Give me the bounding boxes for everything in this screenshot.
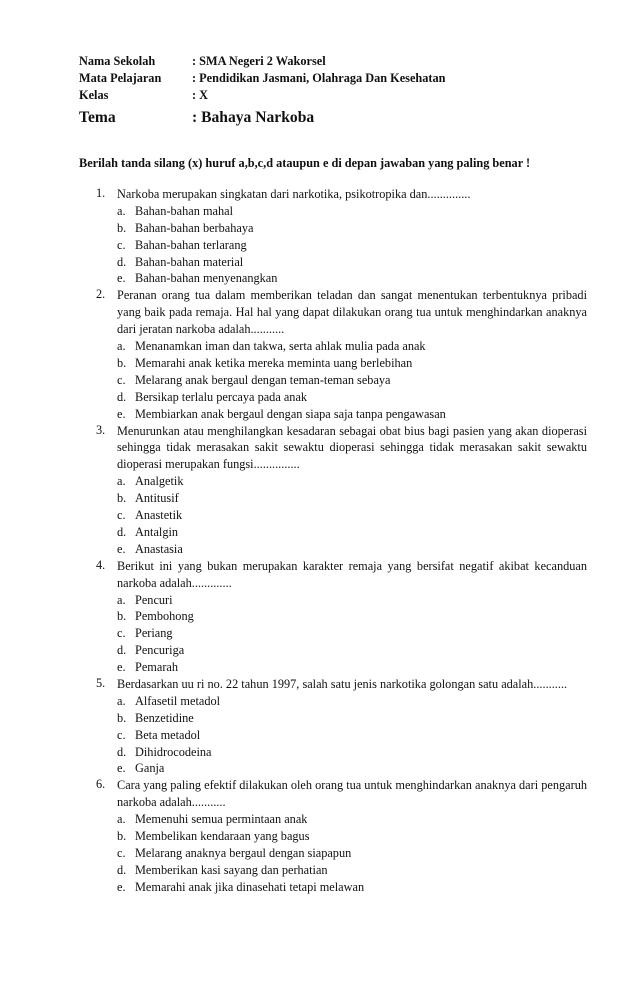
question-list [79, 186, 587, 896]
answer-option [117, 507, 587, 524]
answer-option [117, 744, 587, 761]
option-text: Pemarah [135, 660, 179, 675]
theme-label: Tema [79, 108, 116, 126]
question-text: Cara yang paling efektif dilakukan oleh orang tua untuk menghindarkan anaknya dari pengaruh narkoba adalah........... [117, 778, 587, 810]
option-text: Periang [135, 626, 173, 641]
option-letter: c. [117, 237, 126, 252]
option-text: Melarang anaknya bergaul dengan siapapun [135, 845, 352, 860]
answer-option [117, 406, 587, 423]
option-text: Antalgin [135, 524, 179, 539]
answer-option [117, 270, 587, 287]
option-text: Menanamkan iman dan takwa, serta ahlak mulia pada anak [135, 339, 426, 354]
answer-option [117, 642, 587, 659]
subject-value: : Pendidikan Jasmani, Olahraga Dan Kesehatan [192, 71, 446, 85]
option-letter: b. [117, 710, 127, 725]
option-text: Memenuhi semua permintaan anak [135, 812, 308, 827]
answer-option [117, 490, 587, 507]
option-text: Memberikan kasi sayang dan perhatian [135, 862, 328, 877]
option-letter: d. [117, 389, 127, 404]
option-letter: e. [117, 761, 126, 776]
option-text: Anastasia [135, 541, 183, 556]
option-letter: d. [117, 254, 127, 269]
option-text: Benzetidine [135, 710, 194, 725]
question-text: Berikut ini yang bukan merupakan karakter remaja yang bersifat negatif akibat kecanduan narkoba adalah............. [117, 558, 587, 590]
question-text: Menurunkan atau menghilangkan kesadaran sebagai obat bius bagi pasien yang akan dioperasi sehingga tidak merasakan sakit sewaktu dioperasi sehingga tidak merasakan sakit sewaktu dioperasi merupakan fungsi............... [117, 423, 587, 472]
option-letter: c. [117, 626, 126, 641]
question-item [79, 423, 587, 558]
option-text: Bahan-bahan material [135, 254, 244, 269]
option-text: Bahan-bahan menyenangkan [135, 271, 278, 286]
answer-option [117, 879, 587, 896]
option-letter: e. [117, 660, 126, 675]
option-letter: a. [117, 693, 126, 708]
question-item [79, 186, 587, 287]
answer-option [117, 473, 587, 490]
option-text: Ganja [135, 761, 165, 776]
answer-option [117, 625, 587, 642]
option-text: Alfasetil metadol [135, 693, 221, 708]
option-text: Pembohong [135, 609, 194, 624]
option-letter: e. [117, 879, 126, 894]
answer-option [117, 710, 587, 727]
option-letter: d. [117, 643, 127, 658]
answer-option [117, 220, 587, 237]
option-text: Antitusif [135, 491, 179, 506]
answer-option [117, 524, 587, 541]
question-number: 5. [96, 675, 106, 690]
subject-label: Mata Pelajaran [79, 71, 162, 85]
answer-option [117, 608, 587, 625]
header-row-theme [79, 107, 579, 128]
option-text: Bahan-bahan terlarang [135, 237, 247, 252]
answer-option [117, 541, 587, 558]
option-letter: b. [117, 355, 127, 370]
option-letter: b. [117, 829, 127, 844]
option-text: Memarahi anak jika dinasehati tetapi melawan [135, 879, 365, 894]
school-value: : SMA Negeri 2 Wakorsel [192, 54, 326, 68]
option-text: Bahan-bahan mahal [135, 203, 233, 218]
option-letter: c. [117, 372, 126, 387]
option-text: Memarahi anak ketika mereka meminta uang berlebihan [135, 355, 413, 370]
question-text: Narkoba merupakan singkatan dari narkotika, psikotropika dan.............. [117, 187, 471, 201]
option-letter: e. [117, 541, 126, 556]
option-text: Analgetik [135, 474, 184, 489]
answer-option [117, 828, 587, 845]
option-letter: d. [117, 744, 127, 759]
class-value: : X [192, 88, 209, 102]
option-letter: c. [117, 727, 126, 742]
option-letter: c. [117, 845, 126, 860]
header-row-school [79, 53, 579, 70]
answer-option [117, 693, 587, 710]
option-text: Dihidrocodeina [135, 744, 212, 759]
question-number: 4. [96, 557, 106, 572]
option-letter: a. [117, 812, 126, 827]
answer-option [117, 389, 587, 406]
header-block [79, 53, 579, 128]
answer-option [117, 254, 587, 271]
answer-option [117, 237, 587, 254]
question-item [79, 777, 587, 895]
answer-option [117, 862, 587, 879]
option-letter: b. [117, 609, 127, 624]
school-label: Nama Sekolah [79, 54, 156, 68]
option-letter: b. [117, 491, 127, 506]
option-letter: b. [117, 220, 127, 235]
option-text: Membiarkan anak bergaul dengan siapa saja tanpa pengawasan [135, 406, 446, 421]
option-text: Melarang anak bergaul dengan teman-teman sebaya [135, 372, 391, 387]
answer-option [117, 372, 587, 389]
question-number: 3. [96, 422, 106, 437]
answer-option [117, 659, 587, 676]
option-text: Pencuri [135, 592, 173, 607]
question-text: Berdasarkan uu ri no. 22 tahun 1997, salah satu jenis narkotika golongan satu adalah........... [117, 676, 568, 691]
header-row-subject [79, 70, 579, 87]
answer-option [117, 727, 587, 744]
question-item [79, 287, 587, 422]
theme-value: : Bahaya Narkoba [192, 108, 315, 126]
option-letter: c. [117, 508, 126, 523]
answer-option [117, 845, 587, 862]
option-text: Pencuriga [135, 643, 185, 658]
answer-option [117, 355, 587, 372]
instruction-text: Berilah tanda silang (x) huruf a,b,c,d ataupun e di depan jawaban yang paling benar ! [79, 156, 531, 170]
question-item [79, 676, 587, 777]
option-letter: d. [117, 862, 127, 877]
option-text: Bahan-bahan berbahaya [135, 220, 254, 235]
answer-option [117, 592, 587, 609]
question-item [79, 558, 587, 676]
option-letter: e. [117, 271, 126, 286]
header-row-class [79, 87, 579, 104]
answer-option [117, 760, 587, 777]
question-number: 6. [96, 777, 106, 792]
answer-option [117, 203, 587, 220]
question-number: 1. [96, 186, 106, 200]
option-text: Anastetik [135, 508, 183, 523]
option-text: Bersikap terlalu percaya pada anak [135, 389, 308, 404]
option-letter: a. [117, 592, 126, 607]
question-text: Peranan orang tua dalam memberikan teladan dan sangat menentukan terbentuknya pribadi yang baik pada remaja. Hal hal yang dapat dilakukan orang tua untuk menghindarkan anaknya dari jeratan narkoba adalah........... [117, 288, 587, 337]
class-label: Kelas [79, 88, 109, 102]
option-letter: a. [117, 203, 126, 218]
option-text: Beta metadol [135, 727, 201, 742]
answer-option [117, 811, 587, 828]
option-text: Membelikan kendaraan yang bagus [135, 829, 310, 844]
option-letter: e. [117, 406, 126, 421]
question-number: 2. [96, 287, 106, 302]
option-letter: a. [117, 339, 126, 354]
answer-option [117, 338, 587, 355]
option-letter: d. [117, 524, 127, 539]
option-letter: a. [117, 474, 126, 489]
